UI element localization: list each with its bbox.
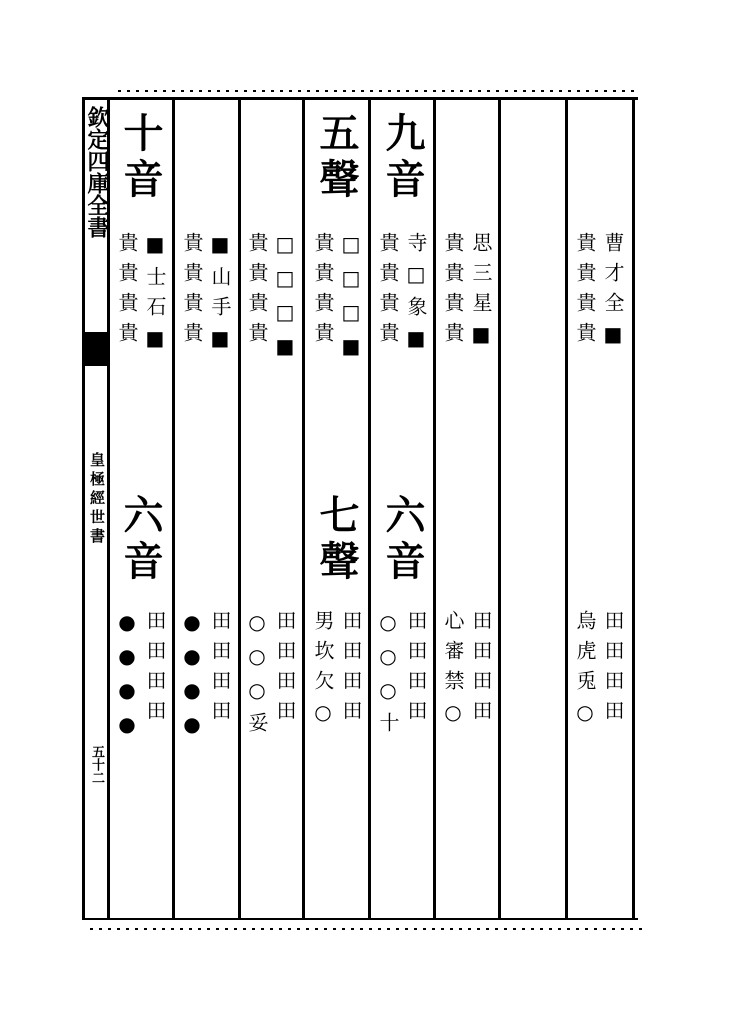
top-border: [82, 97, 638, 100]
col2-bottom-chars: ●●●●: [180, 610, 204, 746]
col1-top-rhyme: 貴貴貴貴: [115, 232, 139, 352]
col4-bottom-chars: 男坎欠○: [311, 610, 335, 734]
margin-black-block: [85, 332, 109, 366]
col1-bottom-chars: ●●●●: [115, 610, 139, 746]
col5-top-code: 寺□象■: [404, 232, 428, 360]
col4-bottom-header: 七聲: [313, 494, 360, 586]
col6-top-rhyme: 貴貴貴貴: [441, 232, 465, 352]
col5-bottom-header: 六音: [379, 494, 426, 586]
col-divider-7: [498, 97, 501, 920]
col4-top-rhyme: 貴貴貴貴: [311, 232, 335, 352]
col-divider-3: [238, 97, 241, 920]
col5-bottom-chars: ○○○十: [376, 610, 400, 742]
margin-page-number: 五十二: [89, 745, 104, 784]
col-divider-6: [433, 97, 436, 920]
col8-bottom-chars: 烏虎兎○: [573, 610, 597, 734]
col3-top-code: □□□■: [273, 232, 297, 368]
scan-noise-top: [118, 90, 638, 92]
col4-top-code: □□□■: [339, 232, 363, 368]
col8-top-code: 曹才全■: [601, 232, 625, 356]
col2-top-rhyme: 貴貴貴貴: [180, 232, 204, 352]
col8-top-rhyme: 貴貴貴貴: [573, 232, 597, 352]
col5-header: 九音: [379, 112, 426, 204]
col3-bottom-chars: ○○○妥: [245, 610, 269, 742]
col2-top-code: ■山手■: [208, 232, 232, 360]
col6-bottom-chars: 心審禁○: [441, 610, 465, 734]
col5-bottom-code: 田田田田: [404, 610, 428, 730]
col-divider-5: [368, 97, 371, 920]
col5-top-rhyme: 貴貴貴貴: [376, 232, 400, 352]
col6-top-code: 思三星■: [469, 232, 493, 356]
col6-bottom-code: 田田田田: [469, 610, 493, 730]
right-border: [632, 97, 635, 920]
col8-bottom-code: 田田田田: [601, 610, 625, 730]
col4-header: 五聲: [313, 112, 360, 204]
col-divider-8: [565, 97, 568, 920]
col1-bottom-code: 田田田田: [143, 610, 167, 730]
col-divider-2: [172, 97, 175, 920]
margin-title: 欽定四庫全書: [84, 106, 110, 238]
col2-bottom-code: 田田田田: [208, 610, 232, 730]
col3-bottom-code: 田田田田: [273, 610, 297, 730]
bottom-border: [82, 918, 638, 920]
col1-bottom-header: 六音: [117, 494, 164, 586]
col4-bottom-code: 田田田田: [339, 610, 363, 730]
col3-top-rhyme: 貴貴貴貴: [245, 232, 269, 352]
col-divider-4: [302, 97, 305, 920]
col1-header: 十音: [117, 112, 164, 204]
margin-book-title: 皇極經世書: [88, 452, 106, 547]
scan-noise-bottom: [90, 928, 645, 930]
col1-top-code: ■士石■: [143, 232, 167, 360]
